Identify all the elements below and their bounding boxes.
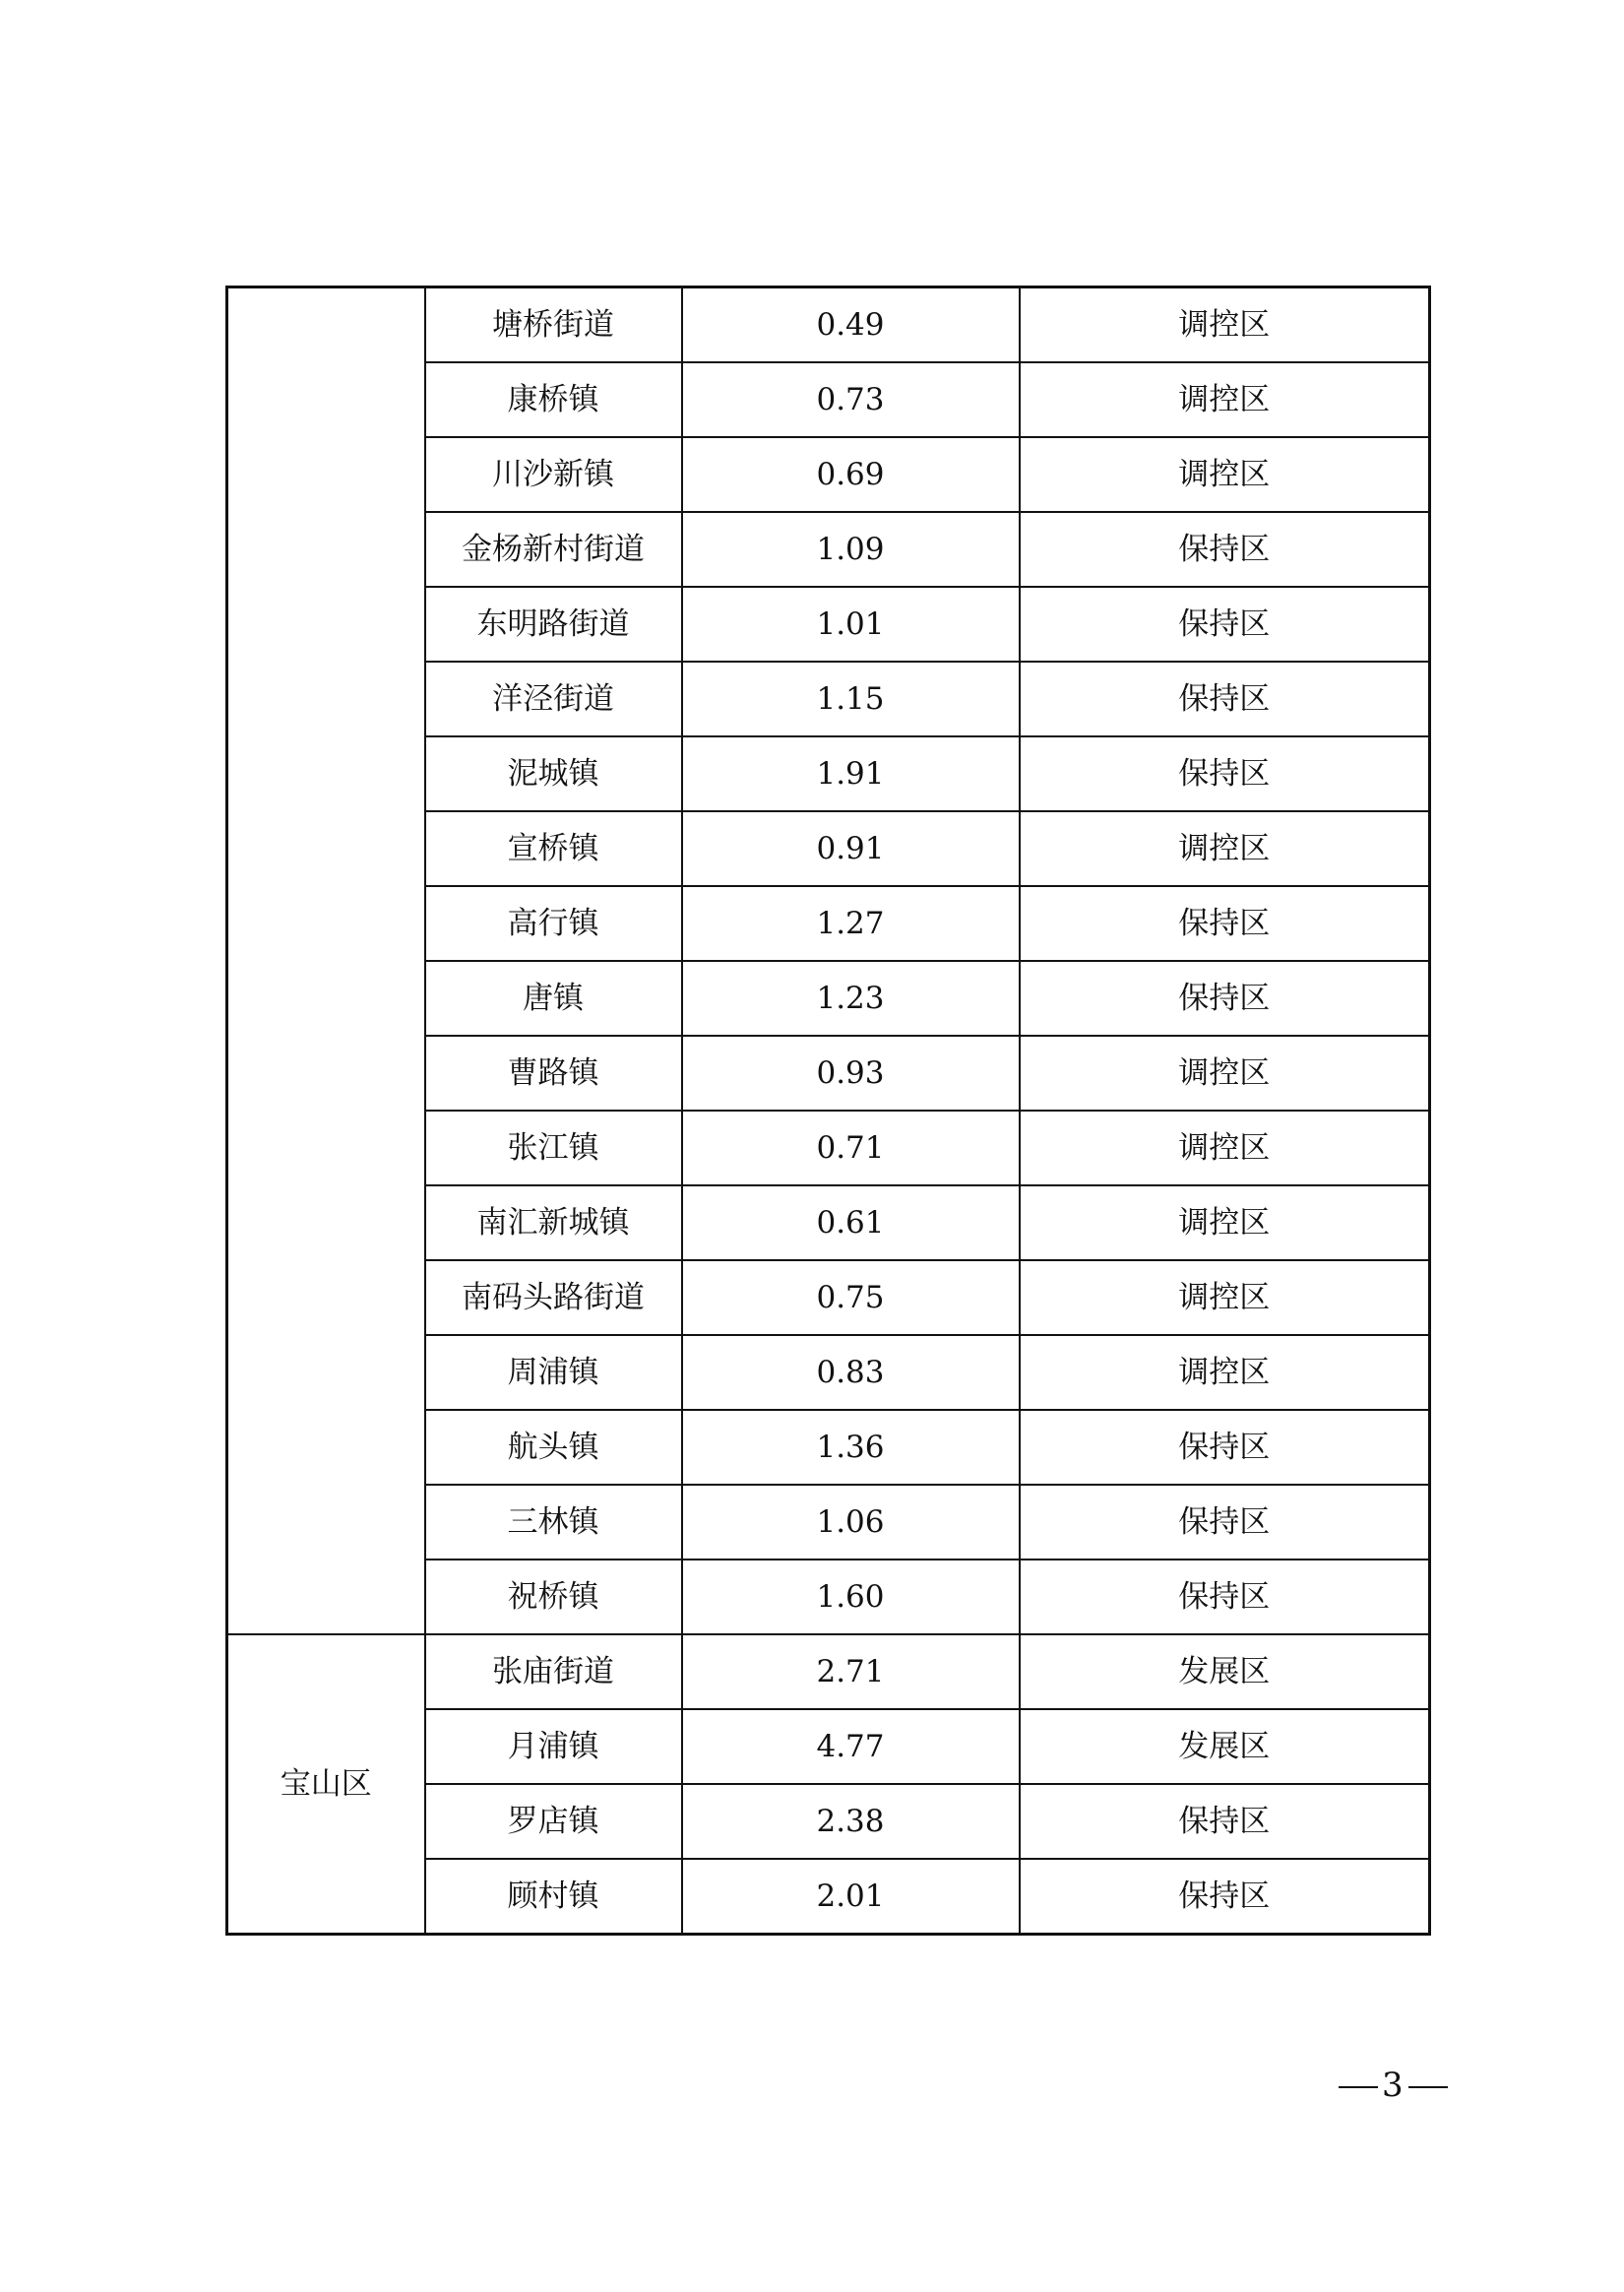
zone-cell: 调控区 — [1020, 437, 1430, 512]
zone-cell: 保持区 — [1020, 1410, 1430, 1485]
town-cell: 周浦镇 — [425, 1335, 682, 1410]
table-row — [227, 1634, 1430, 1709]
zone-cell: 保持区 — [1020, 886, 1430, 961]
zone-cell: 保持区 — [1020, 1784, 1430, 1859]
town-cell: 张江镇 — [425, 1111, 682, 1185]
value-cell: 1.09 — [682, 512, 1020, 587]
town-cell: 顾村镇 — [425, 1859, 682, 1935]
value-cell: 0.83 — [682, 1335, 1020, 1410]
town-cell: 月浦镇 — [425, 1709, 682, 1784]
town-cell: 张庙街道 — [425, 1634, 682, 1709]
value-cell: 0.73 — [682, 362, 1020, 437]
town-cell: 三林镇 — [425, 1485, 682, 1560]
zone-cell: 发展区 — [1020, 1709, 1430, 1784]
value-cell: 1.27 — [682, 886, 1020, 961]
town-cell: 航头镇 — [425, 1410, 682, 1485]
town-cell: 宣桥镇 — [425, 811, 682, 886]
value-cell: 1.01 — [682, 587, 1020, 662]
value-cell: 1.06 — [682, 1485, 1020, 1560]
district-zone-table — [225, 286, 1431, 1936]
value-cell: 2.38 — [682, 1784, 1020, 1859]
zone-cell: 保持区 — [1020, 1485, 1430, 1560]
zone-cell: 调控区 — [1020, 362, 1430, 437]
page-number-value: 3 — [1382, 2066, 1405, 2105]
zone-cell: 保持区 — [1020, 662, 1430, 736]
zone-cell: 调控区 — [1020, 1260, 1430, 1335]
table-body — [227, 287, 1430, 1935]
table-row — [227, 287, 1430, 363]
zone-cell: 调控区 — [1020, 1036, 1430, 1111]
town-cell: 唐镇 — [425, 961, 682, 1036]
town-cell: 东明路街道 — [425, 587, 682, 662]
zone-cell: 保持区 — [1020, 512, 1430, 587]
page-number-dash-right — [1408, 2086, 1448, 2088]
zone-cell: 保持区 — [1020, 961, 1430, 1036]
page-number-dash-left — [1339, 2086, 1378, 2088]
zone-cell: 调控区 — [1020, 1185, 1430, 1260]
district-cell: 宝山区 — [227, 1634, 425, 1935]
value-cell: 0.75 — [682, 1260, 1020, 1335]
value-cell: 0.93 — [682, 1036, 1020, 1111]
town-cell: 川沙新镇 — [425, 437, 682, 512]
value-cell: 1.15 — [682, 662, 1020, 736]
value-cell: 2.71 — [682, 1634, 1020, 1709]
town-cell: 南码头路街道 — [425, 1260, 682, 1335]
town-cell: 塘桥街道 — [425, 287, 682, 363]
value-cell: 0.69 — [682, 437, 1020, 512]
district-cell — [227, 287, 425, 1635]
zone-cell: 调控区 — [1020, 1111, 1430, 1185]
town-cell: 泥城镇 — [425, 736, 682, 811]
value-cell: 1.36 — [682, 1410, 1020, 1485]
town-cell: 康桥镇 — [425, 362, 682, 437]
town-cell: 洋泾街道 — [425, 662, 682, 736]
zone-cell: 发展区 — [1020, 1634, 1430, 1709]
value-cell: 0.71 — [682, 1111, 1020, 1185]
value-cell: 2.01 — [682, 1859, 1020, 1935]
value-cell: 0.49 — [682, 287, 1020, 363]
town-cell: 祝桥镇 — [425, 1560, 682, 1634]
value-cell: 1.23 — [682, 961, 1020, 1036]
value-cell: 0.91 — [682, 811, 1020, 886]
value-cell: 1.60 — [682, 1560, 1020, 1634]
town-cell: 曹路镇 — [425, 1036, 682, 1111]
zone-cell: 调控区 — [1020, 1335, 1430, 1410]
value-cell: 4.77 — [682, 1709, 1020, 1784]
town-cell: 罗店镇 — [425, 1784, 682, 1859]
zone-cell: 保持区 — [1020, 587, 1430, 662]
town-cell: 金杨新村街道 — [425, 512, 682, 587]
zone-cell: 保持区 — [1020, 1859, 1430, 1935]
zone-cell: 调控区 — [1020, 287, 1430, 363]
zone-cell: 保持区 — [1020, 736, 1430, 811]
zone-cell: 保持区 — [1020, 1560, 1430, 1634]
town-cell: 高行镇 — [425, 886, 682, 961]
page-number — [1335, 2066, 1452, 2105]
value-cell: 0.61 — [682, 1185, 1020, 1260]
value-cell: 1.91 — [682, 736, 1020, 811]
zone-cell: 调控区 — [1020, 811, 1430, 886]
town-cell: 南汇新城镇 — [425, 1185, 682, 1260]
